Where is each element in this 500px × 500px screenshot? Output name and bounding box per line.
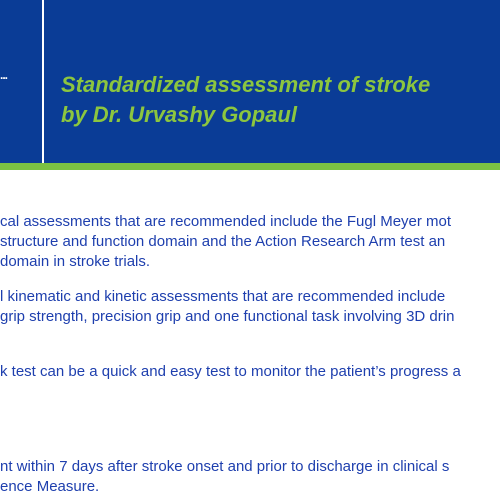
paragraph-line: grip strength, precision grip and one functional task involving 3D drin — [0, 308, 455, 325]
slide-title — [61, 70, 500, 130]
accent-strip — [0, 163, 500, 170]
banner-dots: ... — [0, 68, 8, 82]
paragraph-line: structure and function domain and the Action Research Arm test an — [0, 233, 446, 250]
paragraph-3 — [0, 362, 461, 382]
header-banner — [0, 0, 500, 163]
paragraph-4 — [0, 457, 449, 497]
paragraph-line: cal assessments that are recommended include the Fugl Meyer mot — [0, 213, 452, 230]
title-line-2: by Dr. Urvashy Gopaul — [61, 102, 297, 127]
paragraph-line: l kinematic and kinetic assessments that are recommended include — [0, 288, 446, 305]
banner-divider — [42, 0, 44, 163]
paragraph-line: domain in stroke trials. — [0, 253, 151, 270]
paragraph-2 — [0, 287, 454, 327]
title-line-1: Standardized assessment of stroke — [61, 72, 431, 97]
paragraph-line: ence Measure. — [0, 478, 100, 495]
paragraph-line: nt within 7 days after stroke onset and prior to discharge in clinical s — [0, 458, 450, 475]
paragraph-1 — [0, 212, 451, 272]
paragraph-line: k test can be a quick and easy test to monitor the patient’s progress a — [0, 363, 461, 380]
